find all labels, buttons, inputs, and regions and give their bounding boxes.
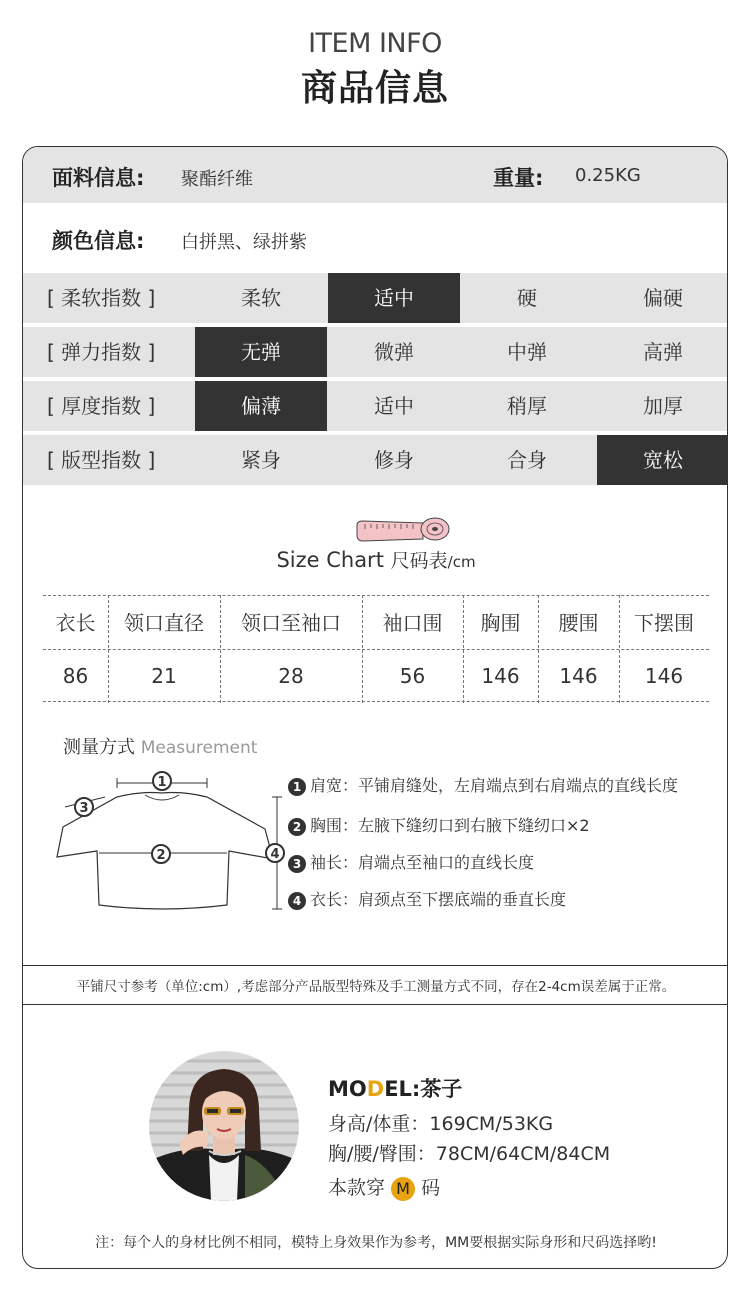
header-title-en: ITEM INFO bbox=[308, 28, 442, 59]
color-row bbox=[23, 203, 728, 269]
index-option: 高弹 bbox=[643, 340, 683, 364]
model-name-value: 茶子 bbox=[420, 1077, 463, 1101]
measurement-text: 衣长：肩颈点至下摆底端的垂直长度 bbox=[310, 890, 567, 909]
measurement-item bbox=[288, 887, 566, 910]
model-label-a: MO bbox=[328, 1077, 367, 1101]
index-label: [ 弹力指数 ] bbox=[47, 340, 156, 364]
index-option: 加厚 bbox=[643, 394, 683, 418]
wear-suffix: 码 bbox=[421, 1177, 441, 1199]
index-option: 修身 bbox=[374, 448, 414, 472]
table-header-cell: 下摆围 bbox=[634, 611, 694, 635]
size-chart-title-cn: 尺码表 bbox=[390, 550, 448, 572]
svg-text:4: 4 bbox=[270, 847, 280, 862]
table-header-cell: 领口至袖口 bbox=[241, 611, 341, 635]
table-value-cell: 86 bbox=[62, 664, 89, 688]
table-header-cell: 腰围 bbox=[558, 611, 599, 635]
size-chart-unit: /cm bbox=[447, 553, 476, 571]
index-option: 偏硬 bbox=[643, 286, 683, 310]
header-title-cn: 商品信息 bbox=[300, 68, 449, 109]
item-info-card bbox=[22, 146, 728, 1269]
model-label-c: EL: bbox=[384, 1077, 421, 1101]
index-label: [ 厚度指数 ] bbox=[47, 394, 156, 418]
svg-text:1: 1 bbox=[157, 775, 167, 790]
flat-size-note: 平铺尺寸参考（单位:cm）,考虑部分产品版型特殊及手工测量方式不同，存在2-4cm误差属于正常。 bbox=[76, 979, 676, 995]
index-option: 合身 bbox=[507, 448, 547, 472]
table-header-cell: 衣长 bbox=[55, 611, 96, 635]
weight-value: 0.25KG bbox=[575, 165, 641, 186]
index-option: 稍厚 bbox=[507, 394, 547, 418]
fabric-label: 面料信息: bbox=[52, 166, 145, 190]
size-badge: M bbox=[391, 1177, 415, 1201]
index-option: 柔软 bbox=[241, 286, 281, 310]
measurement-text: 胸围：左腋下缝纫口到右腋下缝纫口×2 bbox=[310, 816, 590, 835]
index-option-selected: 宽松 bbox=[597, 435, 728, 485]
index-option: 硬 bbox=[517, 286, 537, 310]
table-header-cell: 领口直径 bbox=[124, 611, 204, 635]
fabric-value: 聚酯纤维 bbox=[181, 169, 253, 190]
index-row-thickness bbox=[23, 381, 728, 431]
number-badge: 3 bbox=[288, 855, 306, 873]
measurement-title-en: Measurement bbox=[140, 738, 258, 758]
table-header-cell: 袖口围 bbox=[382, 611, 443, 635]
color-label: 颜色信息: bbox=[52, 229, 145, 253]
index-label: [ 柔软指数 ] bbox=[47, 286, 156, 310]
measurement-text: 袖长：肩端点至袖口的直线长度 bbox=[310, 853, 535, 872]
index-option: 微弹 bbox=[374, 340, 414, 364]
index-row-fit bbox=[23, 435, 728, 485]
index-option-selected: 无弹 bbox=[195, 327, 327, 377]
index-option-selected: 偏薄 bbox=[195, 381, 327, 431]
index-option: 紧身 bbox=[241, 448, 281, 472]
index-row-elasticity bbox=[23, 327, 728, 377]
model-name bbox=[328, 1073, 462, 1103]
measurement-text: 肩宽：平铺肩缝处，左肩端点到右肩端点的直线长度 bbox=[310, 776, 679, 795]
table-value-cell: 28 bbox=[278, 664, 304, 688]
table-header-cell: 胸围 bbox=[480, 611, 521, 635]
table-value-cell: 146 bbox=[559, 664, 598, 688]
size-chart-title-en: Size Chart bbox=[276, 548, 384, 572]
model-measurements: 胸/腰/臀围：78CM/64CM/84CM bbox=[328, 1143, 611, 1165]
model-avatar bbox=[149, 1051, 299, 1201]
number-badge: 4 bbox=[288, 892, 306, 910]
index-option-selected: 适中 bbox=[328, 273, 460, 323]
flat-size-note-bar bbox=[23, 965, 728, 1005]
measurement-item bbox=[288, 813, 590, 836]
fabric-row bbox=[23, 147, 728, 203]
measurement-item bbox=[288, 773, 678, 796]
table-line bbox=[43, 595, 709, 596]
model-height-weight: 身高/体重：169CM/53KG bbox=[328, 1113, 554, 1135]
garment-measurement-diagram bbox=[51, 767, 291, 917]
table-value-cell: 146 bbox=[481, 664, 520, 688]
index-option: 适中 bbox=[374, 394, 414, 418]
table-value-cell: 21 bbox=[151, 664, 177, 688]
wear-prefix: 本款穿 bbox=[328, 1177, 386, 1199]
model-size-worn bbox=[328, 1173, 440, 1201]
measurement-item bbox=[288, 850, 534, 873]
table-value-cell: 146 bbox=[644, 664, 684, 688]
number-badge: 1 bbox=[288, 778, 306, 796]
table-value-cell: 56 bbox=[399, 664, 426, 688]
index-label: [ 版型指数 ] bbox=[47, 448, 156, 472]
svg-text:2: 2 bbox=[156, 848, 166, 863]
model-label-b: D bbox=[366, 1077, 385, 1101]
number-badge: 2 bbox=[288, 818, 306, 836]
index-option: 中弹 bbox=[507, 340, 547, 364]
size-chart-title bbox=[23, 546, 728, 573]
model-note: 注：每个人的身材比例不相同，模特上身效果作为参考，MM要根据实际身形和尺码选择哟! bbox=[95, 1235, 657, 1251]
measurement-title-cn: 测量方式 bbox=[63, 737, 135, 758]
measurement-title bbox=[63, 733, 257, 759]
tape-measure-icon bbox=[353, 517, 453, 547]
color-value: 白拼黑、绿拼紫 bbox=[181, 232, 307, 253]
weight-label: 重量: bbox=[493, 166, 544, 190]
size-table bbox=[43, 595, 709, 703]
index-row-softness bbox=[23, 273, 728, 323]
svg-text:3: 3 bbox=[79, 801, 89, 816]
